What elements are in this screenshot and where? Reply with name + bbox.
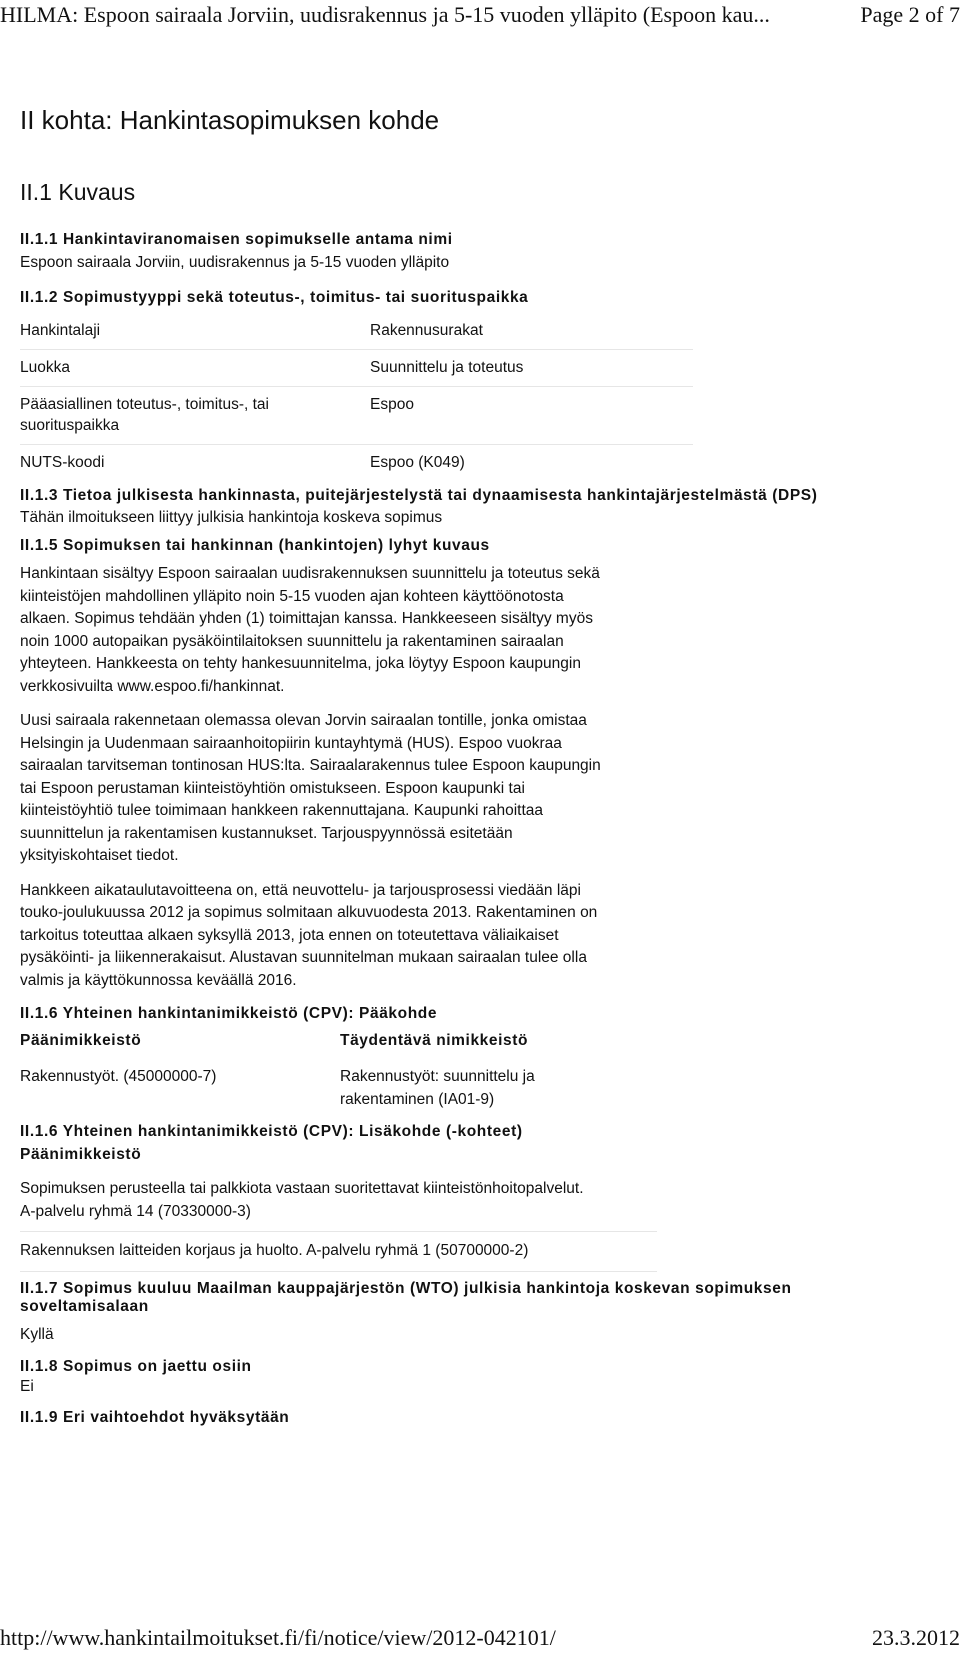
- description-paragraph-2: [20, 710, 940, 868]
- cpv-additional-item: Rakennuksen laitteiden korjaus ja huolto. A-palvelu ryhmä 1 (50700000-2): [20, 1232, 657, 1272]
- text-line: kiinteistöyhtiö tulee toimimaan hankkeen rakennuttajana. Kaupunki rahoittaa: [20, 802, 544, 819]
- text-line: tarkoitus toteuttaa alkaen syksyllä 2013, jota ennen on toteutettava väliaikaiset: [20, 926, 559, 944]
- text-line: Rakennustyöt: suunnittelu ja: [340, 1068, 535, 1085]
- text-line: rakentaminen (IA01-9): [340, 1090, 495, 1108]
- text-line: kiinteistöjen mahdollinen ylläpito noin 5-15 vuoden ajan kohteen käyttöönotosta: [20, 587, 564, 605]
- table-row: [20, 444, 693, 481]
- section-title-117: [20, 1280, 940, 1316]
- section-title-112: II.1.2 Sopimustyyppi sekä toteutus-, toimitus- tai suorituspaikka: [20, 288, 529, 306]
- section-title-116-main: II.1.6 Yhteinen hankintanimikkeistö (CPV): Pääkohde: [20, 1005, 438, 1022]
- row-value: Espoo: [370, 386, 693, 444]
- section-title-118: II.1.8 Sopimus on jaettu osiin: [20, 1358, 252, 1375]
- text-line: tai Espoon perustaman kiinteistöyhtiön omistukseen. Espoon kaupunki tai: [20, 779, 525, 797]
- text-line: yhteyteen. Hankkeesta on tehty hankesuunnitelma, joka löytyy Espoon kaupungin: [20, 655, 581, 672]
- row-key: Luokka: [20, 349, 370, 386]
- cpv-main-values: [20, 1066, 693, 1111]
- row-key: Pääasiallinen toteutus-, toimitus-, tai suorituspaikka: [20, 386, 370, 444]
- cpv-main-code: Rakennustyöt. (45000000-7): [20, 1068, 217, 1085]
- text-line: II.1.7 Sopimus kuuluu Maailman kauppajärjestön (WTO) julkisia hankintoja koskevan sopimuksen: [20, 1279, 792, 1297]
- text-line: A-palvelu ryhmä 14 (70330000-3): [20, 1202, 251, 1220]
- page-number: Page 2 of 7: [860, 2, 960, 27]
- section-title-115: II.1.5 Sopimuksen tai hankinnan (hankintojen) lyhyt kuvaus: [20, 537, 490, 554]
- procurement-info: Tähän ilmoitukseen liittyy julkisia hankintoja koskeva sopimus: [20, 508, 443, 526]
- description-paragraph-3: [20, 880, 940, 993]
- text-line: pysäköinti- ja liikennerakaisut. Alustavan suunnitelman mukaan sairaalan tulee olla: [20, 949, 587, 966]
- section-title-113: II.1.3 Tietoa julkisesta hankinnasta, puitejärjestelystä tai dynaamisesta hankintajärjestelmästä (DPS): [20, 486, 818, 504]
- text-line: soveltamisalaan: [20, 1297, 149, 1315]
- text-line: sairaalan tarvitseman tontinosan HUS:lta. Sairaalarakennus tulee Espoon kaupungin: [20, 757, 601, 774]
- row-value: Suunnittelu ja toteutus: [370, 349, 693, 386]
- contract-type-table: [20, 313, 693, 481]
- cpv-main-headers: [20, 1032, 693, 1050]
- table-row: [20, 386, 693, 444]
- column-header: Täydentävä nimikkeistö: [340, 1032, 529, 1049]
- page-header-title: HILMA: Espoon sairaala Jorviin, uudisrakennus ja 5-15 vuoden ylläpito (Espoon kau...: [0, 2, 770, 27]
- document-content: [20, 105, 940, 1427]
- text-line: Hankkeen aikataulutavoitteena on, että neuvottelu- ja tarjousprosessi viedään läpi: [20, 881, 581, 899]
- section-title-116-additional: II.1.6 Yhteinen hankintanimikkeistö (CPV): Lisäkohde (-kohteet): [20, 1123, 523, 1140]
- row-key: NUTS-koodi: [20, 453, 105, 471]
- table-row: [20, 313, 693, 350]
- lots-value: Ei: [20, 1378, 34, 1395]
- text-line: valmis ja käyttökunnossa keväällä 2016.: [20, 971, 297, 989]
- contract-name: Espoon sairaala Jorviin, uudisrakennus ja 5-15 vuoden ylläpito: [20, 254, 450, 271]
- section-title-119: II.1.9 Eri vaihtoehdot hyväksytään: [20, 1408, 290, 1426]
- wto-value: Kyllä: [20, 1325, 54, 1343]
- cpv-additional-item: [20, 1178, 657, 1232]
- column-header: Päänimikkeistö: [20, 1032, 142, 1049]
- table-row: [20, 349, 693, 386]
- section-title-111: II.1.1 Hankintaviranomaisen sopimukselle antama nimi: [20, 231, 453, 248]
- section-heading: II kohta: Hankintasopimuksen kohde: [20, 105, 440, 135]
- page-url: http://www.hankintailmoitukset.fi/fi/notice/view/2012-042101/: [0, 1625, 556, 1650]
- cpv-supplementary-code: [340, 1066, 693, 1111]
- text-line: Uusi sairaala rakennetaan olemassa olevan Jorvin sairaalan tontille, jonka omistaa: [20, 712, 587, 729]
- row-value: Rakennusurakat: [370, 313, 693, 350]
- description-paragraph-1: [20, 563, 940, 698]
- text-line: suunnittelun ja rakentamisen kustannukset. Tarjouspyynnössä esitetään: [20, 824, 513, 842]
- print-date: 23.3.2012: [872, 1625, 960, 1650]
- text-line: touko-joulukuussa 2012 ja sopimus solmitaan alkuvuodesta 2013. Rakentaminen on: [20, 904, 598, 921]
- text-line: alkaen. Sopimus tehdään yhden (1) toimittajan kanssa. Hankkeeseen sisältyy myös: [20, 610, 593, 627]
- text-line: yksityiskohtaiset tiedot.: [20, 847, 179, 864]
- subsection-heading: II.1 Kuvaus: [20, 179, 136, 205]
- text-line: Helsingin ja Uudenmaan sairaanhoitopiirin kuntayhtymä (HUS). Espoo vuokraa: [20, 734, 562, 752]
- row-value: Espoo (K049): [370, 453, 465, 471]
- text-line: Sopimuksen perusteella tai palkkiota vastaan suoritettavat kiinteistönhoitopalvelut.: [20, 1180, 584, 1197]
- row-key: Hankintalaji: [20, 313, 370, 350]
- text-line: verkkosivuilta www.espoo.fi/hankinnat.: [20, 677, 285, 695]
- text-line: Hankintaan sisältyy Espoon sairaalan uudisrakennuksen suunnittelu ja toteutus sekä: [20, 565, 600, 582]
- column-header: Päänimikkeistö: [20, 1146, 142, 1163]
- text-line: noin 1000 autopaikan pysäköintilaitoksen suunnittelu ja rakentaminen sairaalan: [20, 632, 564, 650]
